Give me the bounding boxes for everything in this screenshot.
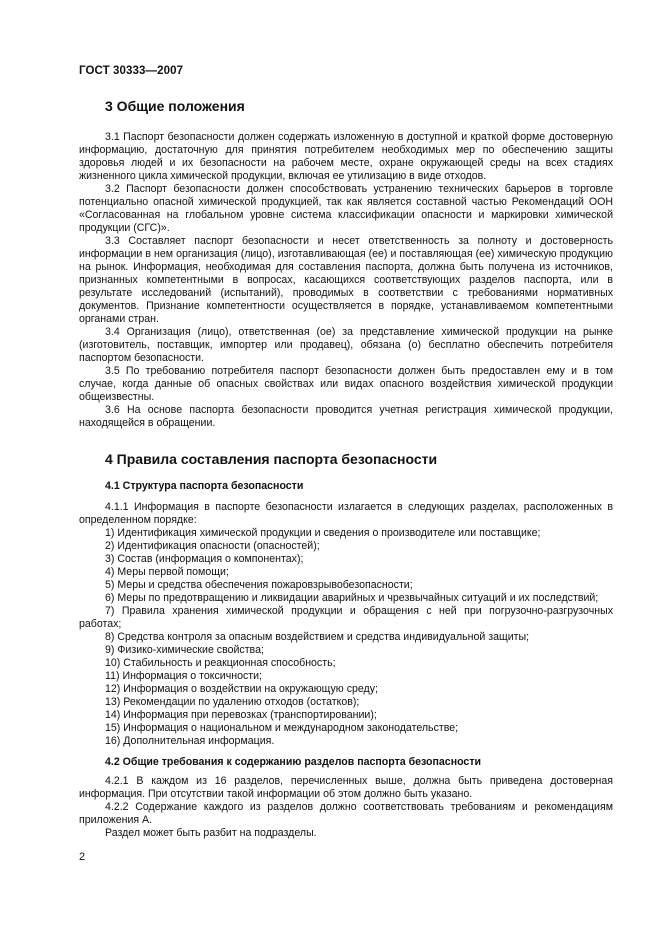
- list-item: 8) Средства контроля за опасным воздействием и средства индивидуальной защиты;: [105, 631, 530, 643]
- paragraph-4-2-2-note: Раздел может быть разбит на подразделы.: [105, 827, 317, 839]
- list-item: 1) Идентификация химической продукции и сведения о производителе или поставщике;: [105, 527, 541, 539]
- document-body: [79, 92, 613, 840]
- paragraph-4-1-1: 4.1.1 Информация в паспорте безопасности излагается в следующих разделах, расположенных в определенном порядке:: [79, 501, 613, 526]
- paragraph-3-1: 3.1 Паспорт безопасности должен содержать изложенную в доступной и краткой форме достоверную информацию, достаточную для принятия потребителем необходимых мер по обеспечению защиты здоровья людей и их безопасности на рабочем месте, охране окружающей среды на всех стадиях жизненного цикла химической продукции, включая ее утилизацию в виде отходов.: [79, 131, 613, 182]
- document-header: ГОСТ 30333—2007: [79, 65, 184, 77]
- list-item: 12) Информация о воздействии на окружающую среду;: [105, 683, 378, 695]
- list-item: 4) Меры первой помощи;: [105, 566, 229, 578]
- paragraph-3-4: 3.4 Организация (лицо), ответственная (ое) за представление химической продукции на рынке (изготовитель, поставщик, импортер или продавец), обязана (о) бесплатно обеспечить потребителя паспортом безопасности.: [79, 326, 613, 364]
- list-item: 7) Правила хранения химической продукции и обращения с ней при погрузочно-разгрузочных работах;: [79, 605, 613, 630]
- list-item: 10) Стабильность и реакционная способность;: [105, 657, 336, 669]
- section-3-title: 3 Общие положения: [105, 98, 245, 114]
- list-item: 5) Меры и средства обеспечения пожаровзрывобезопасности;: [105, 579, 413, 591]
- paragraph-3-6: 3.6 На основе паспорта безопасности проводится учетная регистрация химической продукции, находящейся в обращении.: [79, 404, 613, 429]
- paragraph-3-3: 3.3 Составляет паспорт безопасности и несет ответственность за полноту и достоверность информации в нем организация (лицо), изготавливающая (ее) и поставляющая (ее) химическую продукцию на рынок. Информация, необходимая для составления паспорта, должна быть получена из источников, признанных компетентными в вопросах, касающихся соответствующих разделов паспорта, или в результате исследований (испытаний), проводимых в соответствии с требованиями нормативных документов. Признание компетентности осуществляется в порядке, устанавливаемом компетентными органами стран.: [79, 235, 613, 325]
- list-item: 3) Состав (информация о компонентах);: [105, 553, 304, 565]
- paragraph-3-5: 3.5 По требованию потребителя паспорт безопасности должен быть предоставлен ему и в том случае, когда данные об опасных свойствах или видах опасного воздействия химической продукции общеизвестны.: [79, 365, 613, 403]
- list-item: 2) Идентификация опасности (опасностей);: [105, 540, 320, 552]
- subsection-4-1-title: 4.1 Структура паспорта безопасности: [105, 480, 304, 492]
- list-item: 14) Информация при перевозках (транспортировании);: [105, 709, 377, 721]
- list-item: 6) Меры по предотвращению и ликвидации аварийных и чрезвычайных ситуаций и их последствий;: [105, 592, 599, 604]
- subsection-4-2-title: 4.2 Общие требования к содержанию разделов паспорта безопасности: [105, 756, 482, 768]
- list-item: 15) Информация о национальном и международном законодательстве;: [105, 722, 459, 734]
- list-item: 13) Рекомендации по удалению отходов (остатков);: [105, 696, 360, 708]
- paragraph-3-2: 3.2 Паспорт безопасности должен способствовать устранению технических барьеров в торговле потенциально опасной химической продукцией, так как является составной частью Рекомендаций ООН «Согласованная на глобальном уровне система классификации опасности и маркировки химической продукции (СГС)».: [79, 183, 613, 234]
- paragraph-4-2-1: 4.2.1 В каждом из 16 разделов, перечисленных выше, должна быть приведена достоверная информация. При отсутствии такой информации об этом должно быть указано.: [79, 775, 613, 800]
- list-item: 16) Дополнительная информация.: [105, 735, 275, 747]
- list-item: 9) Физико-химические свойства;: [105, 644, 264, 656]
- page-number: 2: [79, 851, 86, 863]
- section-4-title: 4 Правила составления паспорта безопасности: [105, 451, 438, 467]
- paragraph-4-2-2: 4.2.2 Содержание каждого из разделов должно соответствовать требованиям и рекомендациям приложения А.: [79, 801, 613, 826]
- list-item: 11) Информация о токсичности;: [105, 670, 262, 682]
